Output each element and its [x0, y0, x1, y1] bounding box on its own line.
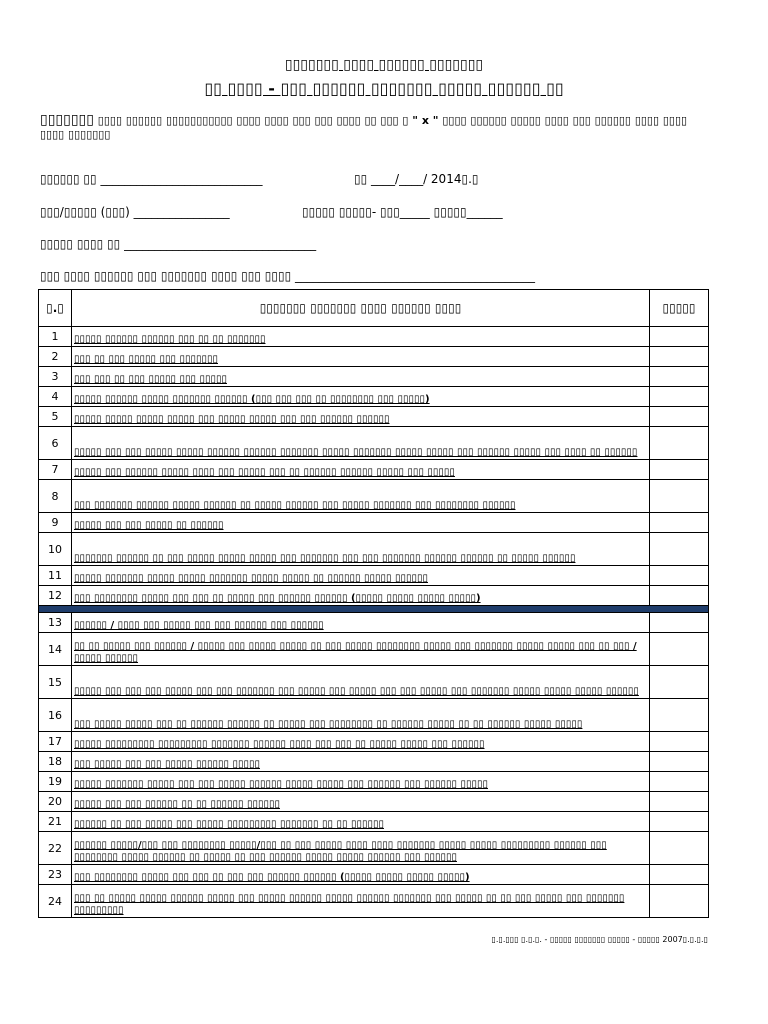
table-row [39, 699, 709, 732]
school-field[interactable]: ▯▯▯▯▯ ▯▯▯▯ ▯▯ ________________________________ [40, 237, 317, 251]
name-field[interactable]: ▯▯▯▯▯▯ ▯▯ ___________________________ [40, 172, 263, 186]
header-item: ▯▯▯▯▯▯▯ ▯▯▯▯▯▯▯ ▯▯▯▯ ▯▯▯▯▯▯ ▯▯▯▯ [72, 290, 650, 327]
table-row [39, 347, 709, 367]
table-row [39, 566, 709, 586]
answer-cell[interactable] [650, 566, 709, 586]
answer-cell[interactable] [650, 633, 709, 666]
answer-cell[interactable] [650, 460, 709, 480]
answer-cell[interactable] [650, 407, 709, 427]
row-text: ▯▯▯ ▯▯▯ ▯▯ ▯▯▯ ▯▯▯▯▯ ▯▯▯ ▯▯▯▯▯ [72, 367, 650, 387]
row-number: 8 [39, 480, 72, 513]
row-number: 9 [39, 513, 72, 533]
row-number: 22 [39, 832, 72, 865]
answer-cell[interactable] [650, 885, 709, 918]
answer-cell[interactable] [650, 832, 709, 865]
table-row [39, 427, 709, 460]
instructions [40, 113, 710, 142]
row-text: ▯▯▯▯▯ ▯▯▯▯▯▯▯ ▯▯▯▯▯ ▯▯▯▯▯ ▯▯▯▯▯▯▯ ▯▯▯▯▯ ▯▯▯▯▯ ▯▯ ▯▯▯▯▯▯ ▯▯▯▯▯ ▯▯▯▯▯▯ [72, 566, 650, 586]
row-text: ▯▯▯▯▯ ▯▯▯ ▯▯▯ ▯▯▯▯▯ ▯▯ ▯▯▯▯▯▯ [72, 513, 650, 533]
table-row [39, 480, 709, 513]
row-number: 20 [39, 792, 72, 812]
row-number: 13 [39, 613, 72, 633]
answer-cell[interactable] [650, 327, 709, 347]
table-row [39, 407, 709, 427]
row-text: ▯▯▯▯▯ ▯▯▯▯▯▯▯▯▯ ▯▯▯▯▯▯▯▯▯ ▯▯▯▯▯▯▯ ▯▯▯▯▯▯ ▯▯▯▯ ▯▯▯ ▯▯▯ ▯▯ ▯▯▯▯▯ ▯▯▯▯▯ ▯▯▯ ▯▯▯▯▯▯ [72, 732, 650, 752]
row-text: ▯▯▯ ▯▯▯▯▯▯▯▯ ▯▯▯▯▯ ▯▯▯ ▯▯▯ ▯▯ ▯▯▯▯▯ ▯▯▯ ▯▯▯▯▯▯ ▯▯▯▯▯▯ (▯▯▯▯▯ ▯▯▯▯▯ ▯▯▯▯▯ ▯▯▯▯▯) [72, 586, 650, 606]
time-field[interactable]: ▯▯▯▯▯ ▯▯▯▯▯- ▯▯▯_____ ▯▯▯▯▯______ [302, 205, 503, 219]
row-number: 1 [39, 327, 72, 347]
row-text: ▯▯▯▯▯ ▯▯▯▯▯▯ ▯▯▯▯▯ ▯▯▯▯▯▯▯ ▯▯▯▯▯▯ (▯▯▯ ▯▯▯ ▯▯▯ ▯▯ ▯▯▯▯▯▯▯▯ ▯▯▯ ▯▯▯▯▯) [72, 387, 650, 407]
row-text: ▯▯▯ ▯▯▯▯▯▯▯▯ ▯▯▯▯▯ ▯▯▯ ▯▯▯ ▯▯ ▯▯▯ ▯▯▯ ▯▯▯▯▯▯ ▯▯▯▯▯▯ (▯▯▯▯▯ ▯▯▯▯▯ ▯▯▯▯▯ ▯▯▯▯▯) [72, 865, 650, 885]
table-row [39, 513, 709, 533]
table-row [39, 387, 709, 407]
other-field[interactable]: ▯▯▯ ▯▯▯▯ ▯▯▯▯▯▯ ▯▯▯ ▯▯▯▯▯▯▯ ▯▯▯▯ ▯▯▯ ▯▯▯▯ ________________________________________ [40, 269, 536, 283]
answer-cell[interactable] [650, 772, 709, 792]
row-text: ▯▯▯ ▯▯▯▯▯▯▯ ▯▯▯▯▯▯ ▯▯▯▯▯ ▯▯▯▯▯▯ ▯▯ ▯▯▯▯▯ ▯▯▯▯▯▯ ▯▯▯ ▯▯▯▯▯ ▯▯▯▯▯▯▯ ▯▯▯ ▯▯▯▯▯▯▯▯ ▯▯▯▯▯▯ [72, 480, 650, 513]
header-serial: ▯.▯ [39, 290, 72, 327]
row-text: ▯▯▯▯▯▯ / ▯▯▯▯ ▯▯▯ ▯▯▯▯▯ ▯▯▯ ▯▯▯ ▯▯▯▯▯▯ ▯▯▯ ▯▯▯▯▯▯ [72, 613, 650, 633]
row-number: 4 [39, 387, 72, 407]
class-field[interactable]: ▯▯▯/▯▯▯▯▯ (▯▯▯) ________________ [40, 205, 230, 219]
row-number: 14 [39, 633, 72, 666]
row-number: 7 [39, 460, 72, 480]
row-number: 6 [39, 427, 72, 460]
row-number: 10 [39, 533, 72, 566]
row-number: 19 [39, 772, 72, 792]
form-title-line1: ▯▯▯▯▯▯▯ ▯▯▯▯ ▯▯▯▯▯▯ ▯▯▯▯▯▯▯ [284, 57, 484, 73]
checklist-table [38, 289, 709, 918]
table-row [39, 367, 709, 387]
instructions-text: ▯▯▯▯ ▯▯▯▯▯▯ ▯▯▯▯▯▯▯▯▯▯▯ ▯▯▯▯ ▯▯▯▯ ▯▯▯ ▯▯▯ ▯▯▯▯ ▯▯ ▯▯▯ ▯ " x " ▯▯▯▯ ▯▯▯▯▯▯ ▯▯▯▯▯ ▯▯▯▯ ▯▯▯ ▯▯▯▯▯▯ ▯▯▯▯ ▯▯▯▯ ▯▯▯▯ ▯▯▯▯▯▯▯ [40, 114, 688, 141]
row-text: ▯▯▯▯▯ ▯▯▯ ▯▯▯ ▯▯▯▯▯ ▯▯▯▯▯ ▯▯▯▯▯▯ ▯▯▯▯▯▯ ▯▯▯▯▯▯▯ ▯▯▯▯▯ ▯▯▯▯▯▯▯ ▯▯▯▯▯ ▯▯▯▯▯ ▯▯▯ ▯▯▯▯▯▯ ▯▯▯▯▯ ▯▯▯ ▯▯▯▯ ▯▯ ▯▯▯▯▯▯ [72, 427, 650, 460]
table-row [39, 865, 709, 885]
row-text: ▯▯▯▯▯ ▯▯▯▯▯▯▯ ▯▯▯▯▯ ▯▯▯ ▯▯▯ ▯▯▯▯▯ ▯▯▯▯▯▯ ▯▯▯▯▯ ▯▯▯▯▯ ▯▯▯ ▯▯▯▯▯▯ ▯▯▯ ▯▯▯▯▯▯ ▯▯▯▯▯ [72, 772, 650, 792]
row-number: 5 [39, 407, 72, 427]
row-text: ▯▯▯▯▯ ▯▯▯ ▯▯▯ ▯▯▯▯▯▯ ▯▯ ▯▯ ▯▯▯▯▯▯ ▯▯▯▯▯▯ [72, 792, 650, 812]
table-row [39, 666, 709, 699]
row-text: ▯▯▯▯▯ ▯▯▯ ▯▯▯▯▯▯ ▯▯▯▯▯ ▯▯▯▯ ▯▯▯ ▯▯▯▯▯ ▯▯▯ ▯▯ ▯▯▯▯▯▯ ▯▯▯▯▯▯ ▯▯▯▯▯ ▯▯▯ ▯▯▯▯▯ [72, 460, 650, 480]
row-number: 11 [39, 566, 72, 586]
answer-cell[interactable] [650, 347, 709, 367]
row-text: ▯▯▯ ▯▯ ▯▯▯▯▯ ▯▯▯▯▯ ▯▯▯▯▯▯ ▯▯▯▯▯ ▯▯▯ ▯▯▯▯▯ ▯▯▯▯▯▯ ▯▯▯▯▯ ▯▯▯▯▯▯ ▯▯▯▯▯▯▯ ▯▯▯ ▯▯▯▯▯ ▯▯ ▯▯ ▯▯▯ ▯▯▯▯▯ ▯▯▯ ▯▯▯▯▯▯▯ ▯▯▯▯▯▯▯▯▯ [72, 885, 650, 918]
answer-cell[interactable] [650, 699, 709, 732]
row-text: ▯▯▯▯▯▯ ▯▯ ▯▯▯ ▯▯▯▯▯ ▯▯▯ ▯▯▯▯▯ ▯▯▯▯▯▯▯▯▯ ▯▯▯▯▯▯▯ ▯▯ ▯▯ ▯▯▯▯▯▯ [72, 812, 650, 832]
table-row [39, 812, 709, 832]
table-header-row [39, 290, 709, 327]
row-text: ▯▯▯▯▯ ▯▯▯▯▯ ▯▯▯▯▯ ▯▯▯▯▯ ▯▯▯ ▯▯▯▯▯ ▯▯▯▯▯ ▯▯▯ ▯▯▯ ▯▯▯▯▯▯ ▯▯▯▯▯▯ [72, 407, 650, 427]
row-text: ▯▯▯▯▯ ▯▯▯ ▯▯▯ ▯▯▯ ▯▯▯▯▯ ▯▯▯ ▯▯▯ ▯▯▯▯▯▯▯ ▯▯▯ ▯▯▯▯▯ ▯▯▯ ▯▯▯▯▯ ▯▯▯ ▯▯▯ ▯▯▯▯▯ ▯▯▯ ▯▯▯▯▯▯▯ ▯▯▯▯▯ ▯▯▯▯▯ ▯▯▯▯▯ ▯▯▯▯▯▯ [72, 666, 650, 699]
answer-cell[interactable] [650, 586, 709, 606]
table-row [39, 533, 709, 566]
row-number: 21 [39, 812, 72, 832]
row-number: 18 [39, 752, 72, 772]
row-number: 12 [39, 586, 72, 606]
table-row [39, 792, 709, 812]
answer-cell[interactable] [650, 513, 709, 533]
answer-cell[interactable] [650, 792, 709, 812]
row-text: ▯▯▯ ▯▯ ▯▯▯ ▯▯▯▯▯ ▯▯▯ ▯▯▯▯▯▯▯ [72, 347, 650, 367]
row-text: ▯▯▯▯▯▯ ▯▯▯▯▯/▯▯▯ ▯▯▯ ▯▯▯▯▯▯▯▯ ▯▯▯▯▯/▯▯▯ ▯▯ ▯▯▯ ▯▯▯▯▯ ▯▯▯▯ ▯▯▯▯ ▯▯▯▯▯▯▯ ▯▯▯▯▯ ▯▯▯▯▯ ▯▯▯▯▯▯▯▯▯ ▯▯▯▯▯▯ ▯▯▯ ▯▯▯▯▯▯▯▯ ▯▯▯▯▯ ▯▯▯▯▯▯ ▯▯ ▯▯▯▯▯ ▯▯ ▯▯▯ ▯▯▯▯▯▯ ▯▯▯▯▯ ▯▯▯▯▯ ▯▯▯▯▯▯ ▯▯▯ ▯▯▯▯▯▯ [72, 832, 650, 865]
row-text: ▯▯▯▯▯ ▯▯▯▯▯▯ ▯▯▯▯▯▯ ▯▯▯ ▯▯ ▯▯ ▯▯▯▯▯▯▯ [72, 327, 650, 347]
row-text: ▯▯ ▯▯ ▯▯▯▯▯ ▯▯▯ ▯▯▯▯▯▯ / ▯▯▯▯▯ ▯▯▯ ▯▯▯▯▯ ▯▯▯▯▯ ▯▯ ▯▯▯ ▯▯▯▯▯ ▯▯▯▯▯▯▯▯ ▯▯▯▯▯ ▯▯▯ ▯▯▯▯▯▯▯ ▯▯▯▯▯ ▯▯▯▯▯ ▯▯▯ ▯▯ ▯▯▯ / ▯▯▯▯▯ ▯▯▯▯▯▯ [72, 633, 650, 666]
answer-cell[interactable] [650, 533, 709, 566]
table-row [39, 327, 709, 347]
section-divider [39, 606, 709, 613]
section-divider-bar [39, 606, 709, 613]
row-number: 23 [39, 865, 72, 885]
answer-cell[interactable] [650, 480, 709, 513]
answer-cell[interactable] [650, 666, 709, 699]
header-answer: ▯▯▯▯▯ [650, 290, 709, 327]
row-number: 15 [39, 666, 72, 699]
table-row [39, 832, 709, 865]
table-row [39, 460, 709, 480]
answer-cell[interactable] [650, 367, 709, 387]
answer-cell[interactable] [650, 732, 709, 752]
row-text: ▯▯▯ ▯▯▯▯▯ ▯▯▯▯▯ ▯▯▯ ▯▯ ▯▯▯▯▯▯ ▯▯▯▯▯▯ ▯▯ ▯▯▯▯▯ ▯▯▯ ▯▯▯▯▯▯▯▯ ▯▯ ▯▯▯▯▯▯ ▯▯▯▯▯ ▯▯ ▯▯ ▯▯▯▯▯▯ ▯▯▯▯▯ ▯▯▯▯▯ [72, 699, 650, 732]
row-number: 17 [39, 732, 72, 752]
footer: ▯.▯.▯▯▯ ▯.▯.▯. - ▯▯▯▯▯ ▯▯▯▯▯▯▯ ▯▯▯▯▯ - ▯▯▯▯▯ 2007▯.▯.▯.▯ [491, 935, 708, 944]
answer-cell[interactable] [650, 387, 709, 407]
answer-cell[interactable] [650, 427, 709, 460]
row-text: ▯▯▯ ▯▯▯▯▯ ▯▯▯ ▯▯▯ ▯▯▯▯▯ ▯▯▯▯▯▯ ▯▯▯▯▯ [72, 752, 650, 772]
table-row [39, 732, 709, 752]
table-row [39, 633, 709, 666]
table-row [39, 885, 709, 918]
form-title-line2: ▯▯ ▯▯▯▯ - ▯▯▯ ▯▯▯▯▯▯ ▯▯▯▯▯▯▯ ▯▯▯▯▯ ▯▯▯▯▯▯ ▯▯ [204, 79, 564, 98]
row-number: 16 [39, 699, 72, 732]
answer-cell[interactable] [650, 812, 709, 832]
row-number: 2 [39, 347, 72, 367]
answer-cell[interactable] [650, 865, 709, 885]
row-text: ▯▯▯▯▯▯▯ ▯▯▯▯▯▯ ▯▯ ▯▯▯ ▯▯▯▯▯ ▯▯▯▯▯ ▯▯▯▯▯ ▯▯▯ ▯▯▯▯▯▯▯ ▯▯▯ ▯▯▯ ▯▯▯▯▯▯▯ ▯▯▯▯▯▯ ▯▯▯▯▯▯ ▯▯ ▯▯▯▯▯ ▯▯▯▯▯▯ [72, 533, 650, 566]
table-row [39, 752, 709, 772]
answer-cell[interactable] [650, 752, 709, 772]
row-number: 3 [39, 367, 72, 387]
table-row [39, 772, 709, 792]
table-row [39, 613, 709, 633]
table-row [39, 586, 709, 606]
answer-cell[interactable] [650, 613, 709, 633]
date-field[interactable]: ▯▯ ____/____/ 2014▯.▯ [354, 172, 479, 186]
row-number: 24 [39, 885, 72, 918]
instructions-lead: ▯▯▯▯▯▯▯ [40, 112, 94, 128]
